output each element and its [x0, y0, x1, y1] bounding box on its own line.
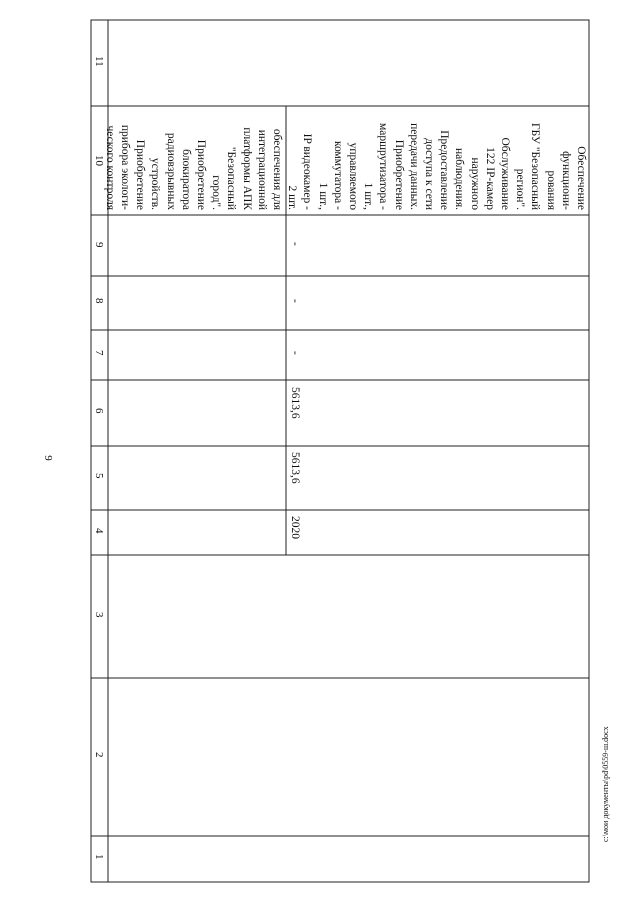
row-b-col9-dash: -	[289, 242, 301, 246]
row-a-description: обеспечения для интеграционной платформы АПК "Безопасный город". Приобретение блокиратора радиовзрывных устройств. Приобретение прибора экологи- ческого контроля	[103, 124, 283, 210]
row-b-budget-amount: 5613,6	[289, 387, 301, 419]
row-b-year: 2020	[289, 516, 301, 539]
column-number-3: 3	[93, 612, 105, 618]
column-number-10: 10	[93, 155, 105, 166]
row-b-description: Обеспечение функциони- рования ГБУ "Безопасный регион". Обслуживание 122 IP-камер наружного наблюдения. Предоставление доступа к сети передачи данных. Приобретение маршрутизатора - 1 шт., управляемого коммутатора - 1 шт., IP видеокамер - 2 шт.	[286, 122, 587, 210]
column-number-1: 1	[93, 854, 105, 860]
column-number-6: 6	[93, 408, 105, 414]
column-number-2: 2	[93, 752, 105, 758]
column-number-9: 9	[93, 242, 105, 248]
column-number-5: 5	[93, 473, 105, 479]
column-number-8: 8	[93, 298, 105, 304]
row-b-total-amount: 5613,6	[289, 452, 301, 484]
row-b-col7-dash: -	[289, 351, 301, 355]
column-number-11: 11	[93, 56, 105, 67]
column-number-4: 4	[93, 528, 105, 534]
footer-file-path: с:\мои документы\pd\0559-ш.docx	[601, 726, 610, 842]
page-number: 9	[42, 455, 54, 461]
column-number-7: 7	[93, 350, 105, 356]
row-b-col8-dash: -	[289, 299, 301, 303]
